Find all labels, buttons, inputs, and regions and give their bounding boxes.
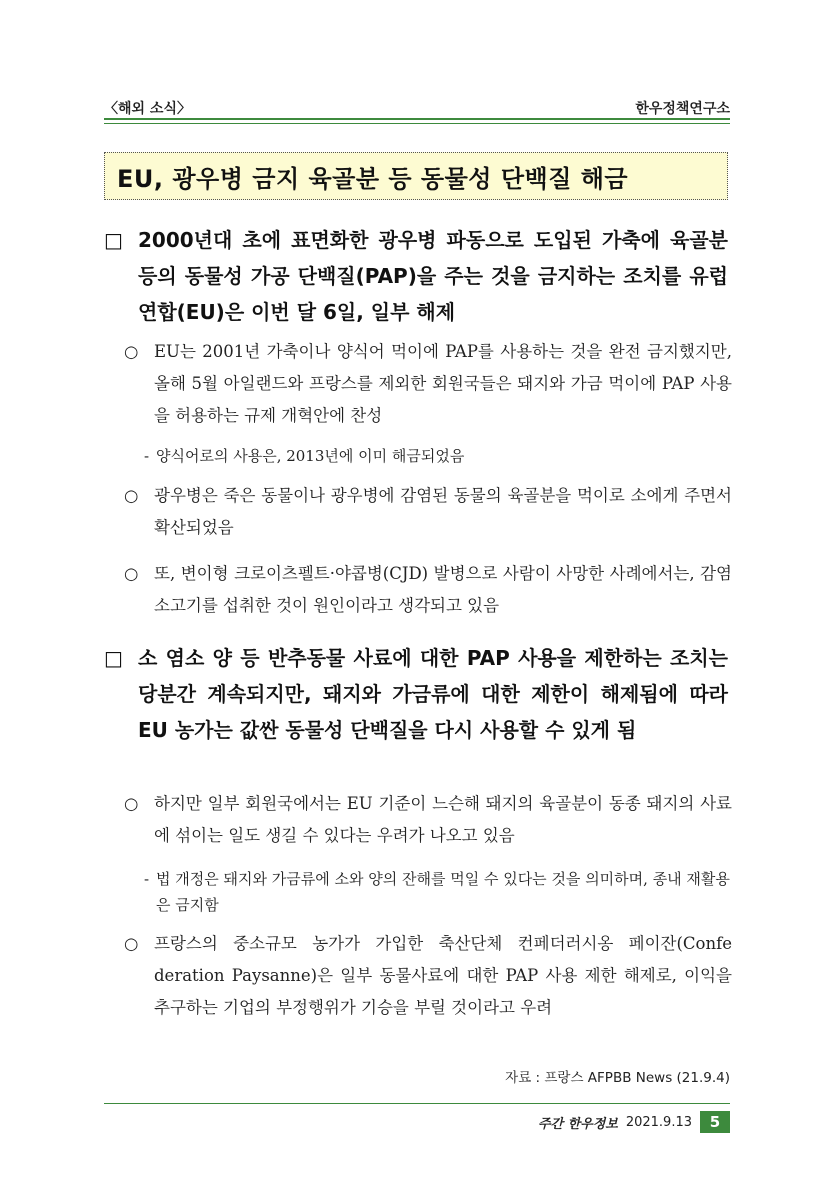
footer-rule: [104, 1103, 730, 1104]
point-1: [104, 222, 728, 330]
point-2-sub-1-note-text: 법 개정은 돼지와 가금류에 소와 양의 잔해를 먹일 수 있다는 것을 의미하며, 종내 재활용은 금지함: [156, 870, 730, 914]
point-1-sub-1: [124, 336, 732, 432]
circle-bullet-icon: ○: [124, 564, 139, 583]
publication-date: 2021.9.13: [625, 1114, 692, 1130]
header-rule: [104, 118, 730, 120]
point-1-sub-2: [124, 480, 732, 544]
point-2-sub-2: [124, 928, 732, 1024]
point-2-sub-1: [124, 788, 732, 852]
point-1-sub-3: [124, 558, 732, 622]
square-bullet-icon: □: [104, 646, 123, 670]
page-title: EU, 광우병 금지 육골분 등 동물성 단백질 해금: [117, 164, 629, 193]
point-1-sub-1-text: EU는 2001년 가축이나 양식어 먹이에 PAP를 사용하는 것을 완전 금지했지만, 올해 5월 아일랜드와 프랑스를 제외한 회원국들은 돼지와 가금 먹이에 PAP 사용을 허용하는 규제 개혁안에 찬성: [154, 342, 732, 425]
point-1-sub-2-text: 광우병은 죽은 동물이나 광우병에 감염된 동물의 육골분을 먹이로 소에게 주면서 확산되었음: [154, 486, 732, 537]
point-1-sub-1-note: [144, 443, 732, 469]
source-citation: 자료 : 프랑스 AFPBB News (21.9.4): [505, 1070, 730, 1086]
point-2-sub-1-text: 하지만 일부 회원국에서는 EU 기준이 느슨해 돼지의 육골분이 동종 돼지의 사료에 섞이는 일도 생길 수 있다는 우려가 나오고 있음: [154, 794, 732, 845]
point-2-sub-1-note: [144, 866, 732, 918]
point-2-sub-2-text: 프랑스의 중소규모 농가가 가입한 축산단체 컨페더러시옹 페이잔(Confe deration Paysanne)은 일부 동물사료에 대한 PAP 사용 제한 해제로, 이익을 추구하는 기업의 부정행위가 기승을 부릴 것이라고 우려: [154, 934, 732, 1017]
publication-name: 주간 한우정보: [537, 1116, 618, 1132]
point-1-text: 2000년대 초에 표면화한 광우병 파동으로 도입된 가축에 육골분 등의 동물성 가공 단백질(PAP)을 주는 것을 금지하는 조치를 유럽연합(EU)은 이번 달 6일, 일부 해제: [138, 228, 728, 324]
square-bullet-icon: □: [104, 228, 123, 252]
dash-bullet: -: [144, 870, 150, 888]
circle-bullet-icon: ○: [124, 342, 139, 361]
dash-bullet: -: [144, 447, 150, 465]
point-2: [104, 640, 728, 748]
org-name: 한우정책연구소: [635, 101, 730, 117]
point-1-sub-1-note-text: 양식어로의 사용은, 2013년에 이미 해금되었음: [156, 447, 465, 465]
footer: [538, 1111, 730, 1133]
page-number: 5: [700, 1111, 730, 1133]
section-label: 〈해외 소식〉: [104, 101, 191, 117]
circle-bullet-icon: ○: [124, 934, 139, 953]
circle-bullet-icon: ○: [124, 486, 139, 505]
title-box: [104, 152, 728, 200]
circle-bullet-icon: ○: [124, 794, 139, 813]
point-2-text: 소 염소 양 등 반추동물 사료에 대한 PAP 사용을 제한하는 조치는 당분간 계속되지만, 돼지와 가금류에 대한 제한이 해제됨에 따라 EU 농가는 값싼 동물성 단백질을 다시 사용할 수 있게 됨: [138, 646, 728, 742]
point-1-sub-3-text: 또, 변이형 크로이츠펠트·야콥병(CJD) 발병으로 사람이 사망한 사례에서는, 감염 소고기를 섭취한 것이 원인이라고 생각되고 있음: [154, 564, 732, 615]
header-rule-thin: [104, 123, 730, 124]
